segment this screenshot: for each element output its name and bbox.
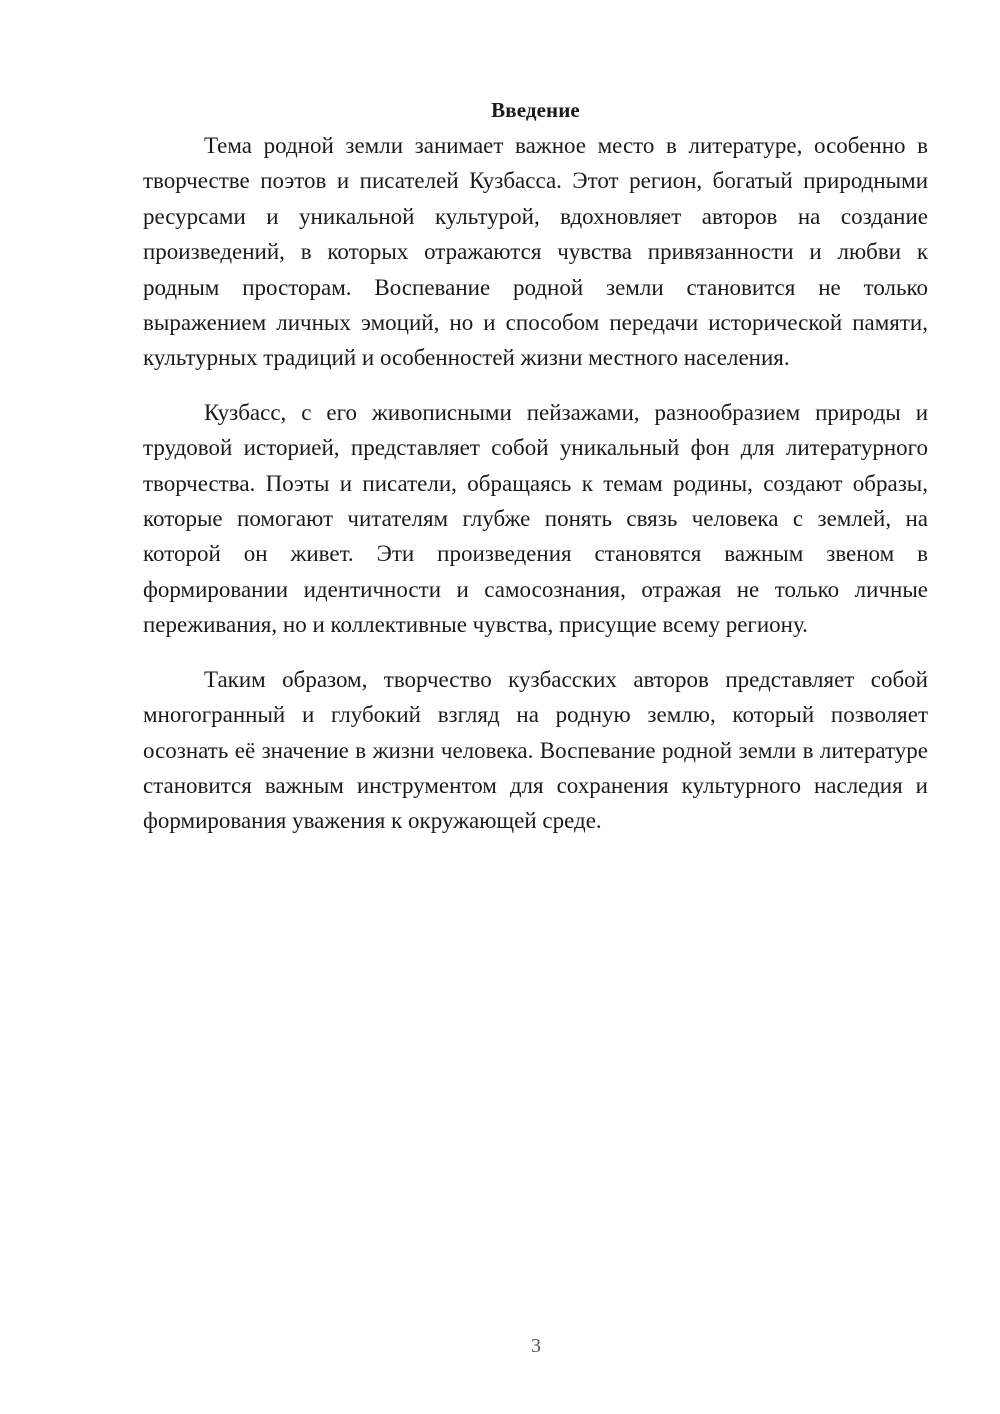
paragraph-3: Таким образом, творчество кузбасских авторов представляет собой многогранный и глубокий взгляд на родную землю, который позволяет осознать её значение в жизни человека. Воспевание родной земли в литературе становится важным инструментом для сохранения культурного наследия и формирования уважения к окружающей среде. [143,666,928,834]
paragraph-2: Кузбасс, с его живописными пейзажами, разнообразием природы и трудовой историей, представляет собой уникальный фон для литературного творчества. Поэты и писатели, обращаясь к темам родины, создают образы, которые помогают читателям глубже понять связь человека с землей, на которой он живет. Эти произведения становятся важным звеном в формировании идентичности и самосознания, отражая не только личные переживания, но и коллективные чувства, присущие всему региону. [143,399,928,638]
section-heading: Введение [491,98,580,122]
page-content [143,94,928,839]
paragraph-1: Тема родной земли занимает важное место в литературе, особенно в творчестве поэтов и писателей Кузбасса. Этот регион, богатый природными ресурсами и уникальной культурой, вдохновляет авторов на создание произведений, в которых отражаются чувства привязанности и любви к родным просторам. Воспевание родной земли становится не только выражением личных эмоций, но и способом передачи исторической памяти, культурных традиций и особенностей жизни местного населения. [143,133,928,371]
page-number: 3 [531,1335,541,1357]
